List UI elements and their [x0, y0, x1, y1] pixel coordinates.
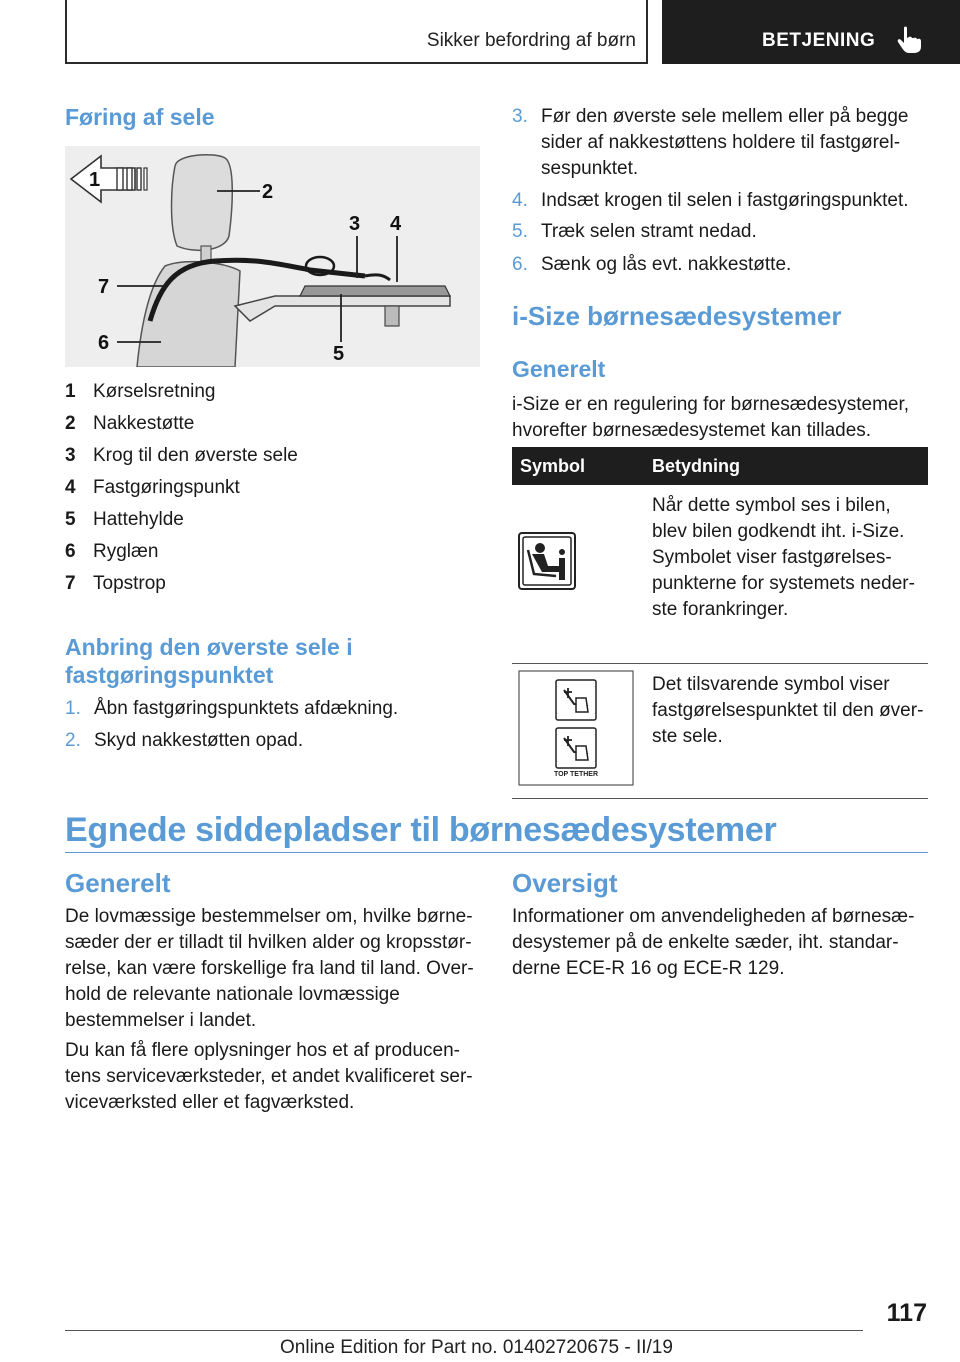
- table-row: [512, 485, 928, 664]
- headrest-belt-diagram: [65, 146, 480, 367]
- section-divider: [65, 852, 928, 853]
- table-header-meaning: Betydning: [650, 447, 928, 485]
- symbol-table: [512, 447, 928, 799]
- section-heading-attach-top-tether: Anbring den øverste sele i fastgøringspunktet: [65, 634, 353, 688]
- figure-label-5: 5: [333, 343, 345, 365]
- top-tether-label: TOP TETHER: [553, 771, 599, 778]
- figure-label-4: 4: [390, 213, 402, 235]
- table-cell-meaning: Når dette symbol ses i bilen, blev bilen godkendt iht. i-Size. Symbolet viser fastgørelses- punkterne for systemets neder- ste forankringer.: [652, 495, 915, 620]
- header-chapter: Sikker befordring af børn: [426, 30, 636, 51]
- figure-label-1: 1: [89, 169, 101, 191]
- section-heading-seat-belt-routing: Føring af sele: [65, 104, 215, 130]
- table-cell-meaning: Det tilsvarende symbol viser fastgørelsespunktet til den øver- ste sele.: [652, 674, 924, 747]
- figure-label-2: 2: [262, 181, 274, 203]
- figure-label-3: 3: [349, 213, 361, 235]
- edition-text: Online Edition for Part no. 01402720675 - II/19: [280, 1337, 673, 1358]
- table-row: [512, 664, 928, 799]
- header-section-box: [662, 0, 960, 64]
- figure-label-7: 7: [98, 276, 110, 298]
- header-section: BETJENING: [762, 30, 876, 51]
- pointing-hand-icon: [896, 26, 922, 54]
- footer-divider: [65, 1330, 863, 1331]
- paragraph: i-Size er en regulering for børnesædesystemer, hvorefter børnesædesystemet kan tillades.: [512, 394, 910, 441]
- page-number: 117: [886, 1299, 927, 1327]
- figure-label-6: 6: [98, 332, 110, 354]
- paragraph: Informationer om anvendeligheden af børnesæ- desystemer på de enkelte sæder, iht. standar- derne ECE-R 16 og ECE-R 129.: [512, 906, 915, 979]
- header-chapter-box: [65, 0, 648, 64]
- subheading-generelt: Generelt: [512, 356, 606, 382]
- section-title: Egnede siddepladser til børnesædesystemer: [65, 811, 777, 849]
- list-item: 3. Før den øverste sele mellem eller på begge sider af nakkestøttens holdere til fastgørel- sespunktet.: [512, 106, 909, 179]
- subheading-generelt-2: Generelt: [65, 868, 171, 898]
- top-tether-icon: [518, 670, 634, 786]
- subheading-oversigt: Oversigt: [512, 868, 618, 898]
- paragraph: De lovmæssige bestemmelser om, hvilke børne- sæder der er tilladt til hvilken alder og kropsstør- relse, kan være forskellige fra land til land. Over- hold de relevante nationale lovmæssige bestemmelser i landet.: [65, 906, 474, 1031]
- table-header-symbol: Symbol: [512, 447, 650, 485]
- paragraph: Du kan få flere oplysninger hos et af producen- tens serviceværksteder, et andet kvalificeret ser- viceværksted eller et fagværksted.: [65, 1040, 473, 1113]
- isize-child-seat-icon: [518, 532, 576, 590]
- section-heading-isize: i-Size børnesædesystemer: [512, 301, 842, 331]
